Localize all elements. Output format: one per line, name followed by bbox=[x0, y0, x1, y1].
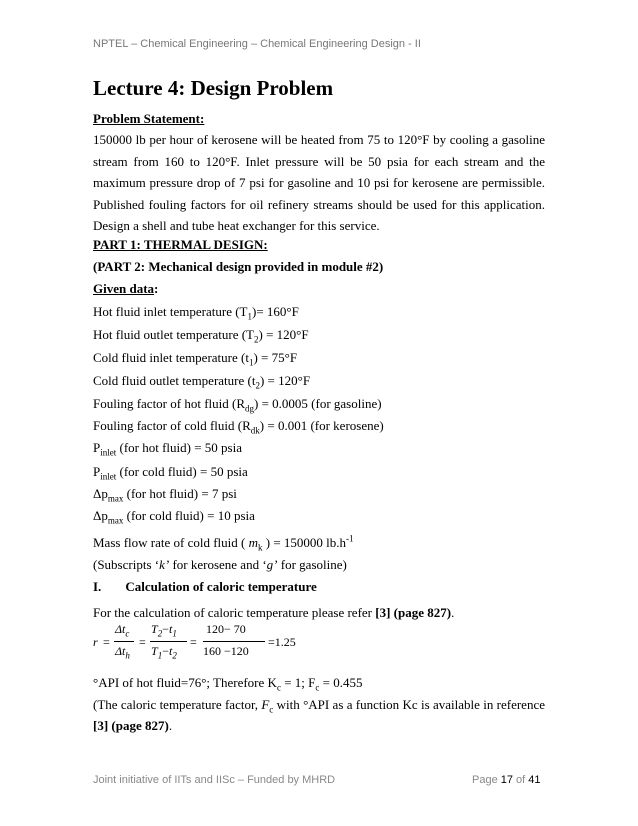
caloric-equation bbox=[93, 622, 303, 666]
problem-statement bbox=[93, 108, 545, 236]
caloric-factor-note: (The caloric temperature factor, $F_c$ with °API as a function Kc is available in reference [3] (page 827). bbox=[93, 697, 545, 734]
hot-inlet-pressure: $P_{inlet}$ (for hot fluid) = 50 psia bbox=[93, 440, 242, 458]
hot-fouling-factor: Fouling factor of hot fluid $(R_{dg}) = 0.0005$ (for gasoline) bbox=[93, 396, 382, 414]
eq-fraction-bar-2 bbox=[150, 641, 187, 642]
given-heading: Given data: bbox=[93, 281, 159, 296]
mass-flow-rate: Mass flow rate of cold fluid ( $m_k$ ) = 150000 $lb.h^{-1}$ bbox=[93, 533, 354, 553]
eq-numerator-symbolic: $T_2-t_1$ bbox=[151, 622, 177, 639]
eq-denominator-symbolic: $T_1-t_2$ bbox=[151, 644, 177, 661]
api-line: °API of hot fluid=76°; Therefore $K_c = 1$; $F_c = 0.455$ bbox=[93, 675, 363, 693]
eq-denominator-numeric: 160 −120 bbox=[203, 644, 249, 658]
cold-pressure-drop: $\Delta p_{max}$ (for cold fluid) = 10 psia bbox=[93, 508, 255, 526]
hot-outlet-temp: Hot fluid outlet temperature $(T_2) = 120^\circ F$ bbox=[93, 327, 309, 345]
footer-left: Joint initiative of IITs and IISc – Funded by MHRD bbox=[93, 774, 336, 786]
hot-pressure-drop: $\Delta p_{max}$ (for hot fluid) = 7 psi bbox=[93, 486, 237, 504]
caloric-reference: For the calculation of caloric temperature please refer [3] (page 827). bbox=[93, 605, 455, 620]
part1-heading: PART 1: THERMAL DESIGN: bbox=[93, 237, 268, 252]
eq-fraction-bar-1 bbox=[114, 641, 134, 642]
footer-page-number: Page 17 of 41 bbox=[472, 774, 541, 786]
eq-delta-th: $\Delta t_h$ bbox=[115, 644, 130, 661]
problem-heading: Problem Statement: bbox=[93, 111, 205, 126]
eq-equals-3: = bbox=[190, 635, 197, 649]
page-title: Lecture 4: Design Problem bbox=[93, 76, 334, 100]
eq-equals-1: = bbox=[103, 635, 110, 649]
running-header: NPTEL – Chemical Engineering – Chemical Engineering Design - II bbox=[93, 38, 421, 50]
part2-note: (PART 2: Mechanical design provided in module #2) bbox=[93, 259, 384, 274]
section-heading: I. Calculation of caloric temperature bbox=[93, 579, 317, 594]
eq-equals-2: = bbox=[139, 635, 146, 649]
eq-numerator-numeric: 120− 70 bbox=[206, 622, 246, 636]
eq-r: r bbox=[93, 635, 98, 649]
eq-result: =1.25 bbox=[268, 635, 296, 649]
hot-inlet-temp: Hot fluid inlet temperature $(T_1)= 160^\circ F$ bbox=[93, 304, 299, 322]
eq-delta-tc: $\Delta t_c$ bbox=[115, 622, 130, 639]
eq-fraction-bar-3 bbox=[203, 641, 265, 642]
cold-inlet-pressure: $P_{inlet}$ (for cold fluid) = 50 psia bbox=[93, 464, 248, 482]
subscripts-note: (Subscripts ‘k’ for kerosene and ‘g’ for gasoline) bbox=[93, 557, 347, 572]
cold-inlet-temp: Cold fluid inlet temperature $(t_1) = 75^\circ F$ bbox=[93, 350, 298, 368]
cold-fouling-factor: Fouling factor of cold fluid $(R_{dk}) = 0.001$ (for kerosene) bbox=[93, 418, 384, 436]
problem-text: 150000 lb per hour of kerosene will be heated from 75 to 120°F by cooling a gasoline stream from 160 to 120°F. Inlet pressure will be 50 psia for each stream and the maximum pressure drop of 7 psi for gasoline and 10 psi for kerosene are permissible. Published fouling factors for oil refinery streams should be used for this application. Design a shell and tube heat exchanger for this service. bbox=[93, 132, 545, 234]
cold-outlet-temp: Cold fluid outlet temperature $(t_2) = 120^\circ F$ bbox=[93, 373, 311, 391]
